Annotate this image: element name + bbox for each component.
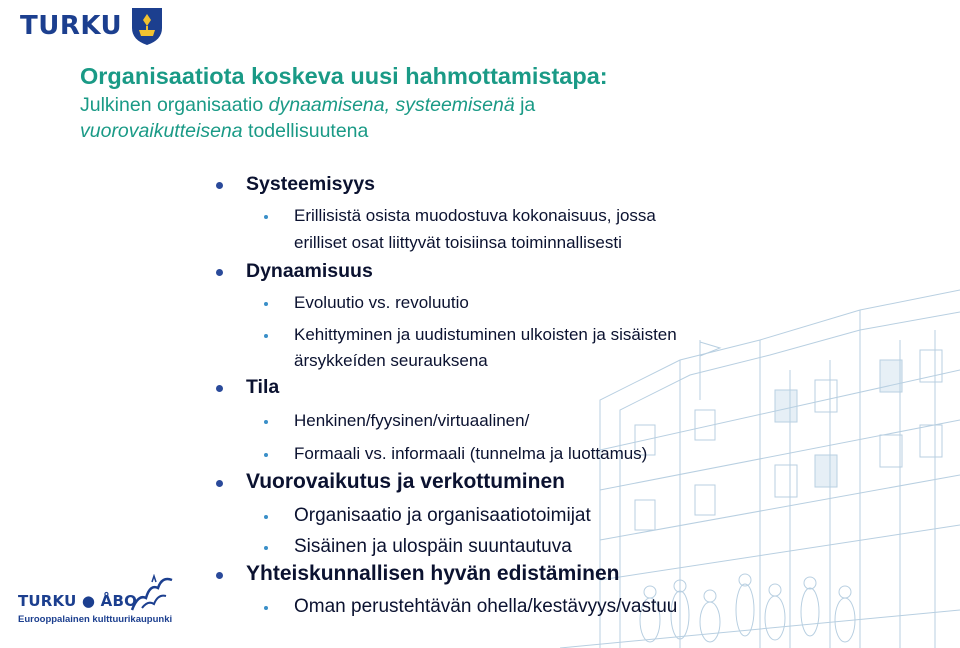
- sub-bullet: Organisaatio ja organisaatiotoimijat: [294, 505, 591, 527]
- culture-capital-logo: [18, 574, 178, 630]
- bullet-dot-icon: [264, 215, 268, 219]
- slide-title: Organisaatiota koskeva uusi hahmottamistapa:: [80, 63, 608, 89]
- sub-bullet: Henkinen/fyysinen/virtuaalinen/: [294, 411, 529, 431]
- bullet-vuorovaikutus: Vuorovaikutus ja verkottuminen: [246, 470, 565, 494]
- bullet-dot-icon: [264, 515, 268, 519]
- slide-subtitle-line2: vuorovaikutteisena todellisuutena: [80, 120, 369, 142]
- bullet-dot-icon: [216, 480, 223, 487]
- sub-bullet-continuation: ärsykkeíden seurauksena: [294, 351, 488, 370]
- sub-bullet: Kehittyminen ja uudistuminen ulkoisten ja sisäisten: [294, 325, 677, 345]
- bullet-dot-icon: [264, 606, 268, 610]
- bullet-yhteiskunnallisen: Yhteiskunnallisen hyvän edistäminen: [246, 562, 619, 586]
- bullet-dot-icon: [264, 420, 268, 424]
- sub-bullet-continuation: erilliset osat liittyvät toisiinsa toiminnallisesti: [294, 233, 622, 252]
- bullet-dynaamisuus: Dynaamisuus: [246, 260, 373, 283]
- sub-bullet: Oman perustehtävän ohella/kestävyys/vastuu: [294, 596, 677, 618]
- sub-bullet: Formaali vs. informaali (tunnelma ja luottamus): [294, 444, 647, 464]
- turku-wordmark: TURKU: [20, 11, 123, 41]
- bullet-dot-icon: [264, 302, 268, 306]
- turku-abo-wordmark: TURKU ● ÅBO: [18, 592, 138, 610]
- bullet-dot-icon: [216, 572, 223, 579]
- bullet-dot-icon: [216, 182, 223, 189]
- bullet-dot-icon: [264, 334, 268, 338]
- bullet-tila: Tila: [246, 376, 279, 399]
- slide-subtitle-line1: Julkinen organisaatio dynaamisena, systeemisenä ja: [80, 94, 536, 116]
- flame-mark-icon: [128, 574, 176, 614]
- culture-capital-tagline: Eurooppalainen kulttuurikaupunki: [18, 614, 173, 625]
- bullet-dot-icon: [264, 453, 268, 457]
- bullet-dot-icon: [216, 385, 223, 392]
- sub-bullet: Evoluutio vs. revoluutio: [294, 293, 469, 313]
- bullet-dot-icon: [264, 546, 268, 550]
- bullet-systeemisyys: Systeemisyys: [246, 173, 375, 196]
- sub-bullet: Erillisistä osista muodostuva kokonaisuus, jossa: [294, 206, 656, 226]
- bullet-dot-icon: [216, 269, 223, 276]
- sub-bullet: Sisäinen ja ulospäin suuntautuva: [294, 536, 572, 558]
